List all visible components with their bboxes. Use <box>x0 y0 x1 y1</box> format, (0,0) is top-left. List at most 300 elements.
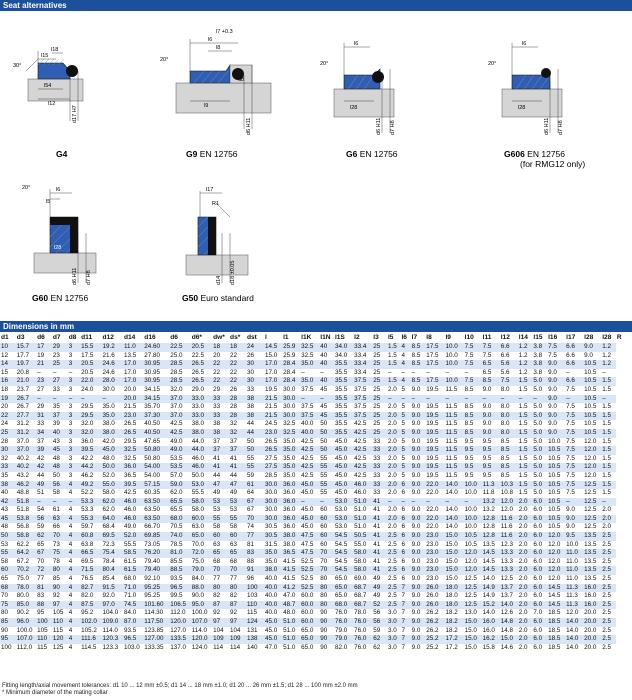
table-cell: 4 <box>68 515 80 524</box>
table-cell: 50 <box>246 446 264 455</box>
table-cell: 42.5 <box>123 489 137 497</box>
table-cell: 124 <box>246 618 264 627</box>
table-cell: 20.0 <box>583 618 601 627</box>
table-cell: 39 <box>36 446 52 455</box>
table-cell: 33 <box>373 437 381 445</box>
table-cell: 41 <box>372 515 387 524</box>
table-cell: 65.0 <box>334 575 348 583</box>
table-cell: 3.8 <box>533 351 543 359</box>
table-row <box>0 644 632 653</box>
table-cell: 2.5 <box>602 643 611 651</box>
table-cell: 68.7 <box>353 601 372 610</box>
table-cell: 12.5 <box>583 515 601 524</box>
table-cell: 40 <box>319 377 334 386</box>
g606-diagram <box>486 25 606 140</box>
table-cell: 21.5 <box>265 403 278 411</box>
dimensions-table-container <box>0 333 632 652</box>
table-cell: 9.5 <box>482 446 500 455</box>
table-cell: 65.5 <box>170 506 183 514</box>
table-cell: 78.0 <box>16 584 36 593</box>
table-cell: 30.0 <box>264 481 282 490</box>
table-cell: 25 <box>372 360 387 369</box>
table-cell: 45 <box>320 403 328 411</box>
table-cell: 28.5 <box>170 368 183 376</box>
table-cell: 21.5 <box>264 395 282 404</box>
table-cell: 1.2 <box>601 343 616 352</box>
table-cell: 14.0 <box>565 635 583 644</box>
table-cell: 1.2 <box>602 351 611 359</box>
table-cell: 45.0 <box>300 481 319 490</box>
table-cell: 9.0 <box>411 609 421 617</box>
table-cell: 92 <box>230 609 238 617</box>
table-row <box>0 566 632 575</box>
table-cell: 12.0 <box>548 575 561 583</box>
table-cell: 37.0 <box>169 395 190 404</box>
table-cell: 2.0 <box>387 471 397 479</box>
table-cell: 12.0 <box>583 463 601 472</box>
table-cell: 43 <box>1 506 9 514</box>
g606-d7-label: d7 H8 <box>558 120 564 135</box>
table-cell: 45.0 <box>301 523 314 531</box>
table-cell: 88 <box>246 557 254 565</box>
table-cell: 17.0 <box>123 377 143 386</box>
table-cell: 33.0 <box>191 395 212 404</box>
table-cell: 4 <box>68 609 73 617</box>
table-cell: 41 <box>372 566 387 575</box>
table-cell: 117.50 <box>143 618 169 627</box>
table-cell: 55 <box>320 471 328 479</box>
table-cell: 35.0 <box>102 403 115 411</box>
table-cell: 15.0 <box>444 532 463 541</box>
table-cell: 30.0 <box>265 506 278 514</box>
table-cell: 41.2 <box>282 584 300 593</box>
table-cell: 12.8 <box>482 515 500 524</box>
table-cell: 91.5 <box>102 584 123 593</box>
table-cell: 11.3 <box>482 481 500 490</box>
table-cell: 3 <box>68 343 80 352</box>
table-cell: 9.0 <box>411 540 421 548</box>
table-cell: 33 <box>372 446 387 455</box>
table-cell: 56 <box>52 481 68 490</box>
table-cell: 33 <box>212 395 229 404</box>
table-cell: – <box>566 368 570 376</box>
table-cell: 37.5 <box>353 395 372 404</box>
table-cell: 12.5 <box>464 592 477 600</box>
table-cell: 11.5 <box>445 454 458 462</box>
table-cell: 51.0 <box>354 523 367 531</box>
table-cell: – <box>80 395 101 404</box>
table-cell: 33 <box>373 454 381 462</box>
table-cell: 24 <box>1 420 9 428</box>
table-cell: 76.5 <box>81 575 94 583</box>
table-cell: 10 <box>0 343 16 352</box>
dimensions-header: Dimensions in mm <box>0 321 632 332</box>
table-cell: 5.6 <box>500 368 510 376</box>
table-cell: 35.0 <box>282 446 300 455</box>
table-cell: 2.5 <box>602 609 611 617</box>
table-cell: 35.0 <box>283 454 296 462</box>
column-header: l28 <box>584 334 594 341</box>
table-row <box>0 343 632 352</box>
table-cell: 70 <box>52 532 68 541</box>
table-cell: 107.0 <box>16 635 36 644</box>
table-cell: 9.0 <box>583 343 601 352</box>
table-cell: 41 <box>229 463 246 472</box>
table-cell: 33.4 <box>354 368 367 376</box>
table-cell: 6.6 <box>566 351 575 359</box>
table-cell: 33.4 <box>354 351 367 359</box>
table-cell: 33 <box>0 463 16 472</box>
table-cell: 14.9 <box>482 592 495 600</box>
table-cell: 70 <box>246 515 264 524</box>
table-cell: 14.0 <box>566 643 579 651</box>
table-cell: 30.95 <box>143 360 169 369</box>
table-cell: 12.8 <box>482 523 495 531</box>
table-cell: 21.5 <box>123 403 137 411</box>
table-cell: 131 <box>246 626 258 634</box>
table-cell: 115 <box>246 609 258 617</box>
table-cell: 13.3 <box>500 566 518 575</box>
table-cell: 6.0 <box>532 601 547 610</box>
table-cell: 15.0 <box>445 540 458 548</box>
table-cell: 52.5 <box>300 566 319 575</box>
table-cell: 17.0 <box>265 368 278 376</box>
table-cell: 10.0 <box>566 540 579 548</box>
table-cell: 70.0 <box>191 540 204 548</box>
table-cell: 1.5 <box>601 446 616 455</box>
table-cell: 42.5 <box>353 429 372 438</box>
table-cell: 37.5 <box>301 403 314 411</box>
table-cell: 45.0 <box>334 481 353 490</box>
table-cell: 42.5 <box>301 454 314 462</box>
table-cell: 19.5 <box>425 412 444 421</box>
table-cell: 79.40 <box>144 557 161 565</box>
table-cell: 4 <box>401 351 405 359</box>
table-cell: 80.0 <box>16 592 30 600</box>
table-cell: 9.0 <box>482 403 492 411</box>
table-cell: 49 <box>213 489 221 497</box>
seat-alternatives-panel <box>0 11 632 314</box>
table-cell: 84.0 <box>191 575 204 583</box>
table-cell: 17.5 <box>425 360 444 369</box>
table-row <box>0 575 632 584</box>
table-cell: 9.0 <box>411 549 426 558</box>
table-cell: 3 <box>68 463 80 472</box>
table-cell: 4 <box>68 626 73 634</box>
table-cell: 4 <box>68 481 80 490</box>
table-cell: 1.5 <box>387 351 397 359</box>
table-cell: 35.0 <box>264 549 282 558</box>
table-cell: 55.0 <box>102 481 123 490</box>
table-cell: 15.0 <box>444 566 463 575</box>
table-cell: 114.0 <box>191 626 207 634</box>
table-cell: 49.2 <box>80 481 101 490</box>
table-cell: 33 <box>373 489 381 497</box>
table-cell: 60 <box>319 532 334 541</box>
table-cell: 25 <box>372 412 387 421</box>
table-cell: 51.0 <box>282 635 300 644</box>
tolerance-footnote: Fitting length/axial movement tolerances: d1 10 ... 12 mm ±0.5; d1 14 ... 18 mm ±1.0; d1 20 ... 26 mm ±1.5; d1 28 ... 100 mm ±2.0 mm <box>2 683 358 689</box>
column-header: l2 <box>354 334 360 341</box>
table-cell: 12.3 <box>500 540 513 548</box>
table-cell: 5 <box>400 412 410 421</box>
table-cell: 20.0 <box>584 643 597 651</box>
table-cell: 25.9 <box>283 351 296 359</box>
table-cell: 15.8 <box>482 643 495 651</box>
table-cell: 47 <box>229 481 246 490</box>
table-cell: 87 <box>229 601 246 610</box>
table-cell: 33 <box>373 471 381 479</box>
table-cell: 115 <box>37 643 48 651</box>
table-cell: 7.5 <box>464 377 482 386</box>
table-cell: 1.5 <box>602 437 611 445</box>
table-cell: 37.5 <box>353 412 372 421</box>
table-cell: – <box>464 498 482 507</box>
table-row <box>0 506 632 515</box>
table-cell: 51.0 <box>353 515 372 524</box>
table-cell: 30.0 <box>283 385 296 393</box>
table-cell: 36.0 <box>282 515 300 524</box>
table-cell: 45.0 <box>301 506 314 514</box>
table-cell: 46.0 <box>191 454 204 462</box>
table-cell: 44 <box>37 471 45 479</box>
table-cell: 9.0 <box>411 532 426 541</box>
table-cell: 17.5 <box>425 343 444 352</box>
table-cell: 11.6 <box>500 515 518 524</box>
table-cell: – <box>52 498 68 507</box>
table-cell: 53.0 <box>334 498 353 507</box>
table-cell: 65.0 <box>334 584 353 593</box>
table-cell: 100 <box>36 618 52 627</box>
table-cell: 65 <box>212 549 229 558</box>
table-cell: 31.5 <box>265 540 278 548</box>
table-cell: 55 <box>0 549 16 558</box>
table-cell: 127.0 <box>170 626 187 634</box>
table-cell: 9.5 <box>565 532 583 541</box>
table-cell: 22.0 <box>425 515 444 524</box>
table-cell: 41 <box>372 549 387 558</box>
table-cell: 28 <box>229 412 246 421</box>
table-cell: 61 <box>246 481 264 490</box>
table-cell: 59 <box>373 626 381 634</box>
table-cell: 115 <box>52 626 63 634</box>
table-cell: 35.70 <box>144 403 161 411</box>
g9-diagram <box>158 19 298 139</box>
table-cell: 21 <box>36 360 52 369</box>
table-cell: 50.5 <box>353 532 372 541</box>
table-cell: 7.5 <box>566 489 575 497</box>
table-cell: 50.80 <box>143 446 169 455</box>
table-cell: 93.5 <box>123 626 137 634</box>
table-cell: 1.5 <box>518 489 528 497</box>
table-cell: 17.2 <box>444 635 463 644</box>
table-cell: 27 <box>37 385 45 393</box>
table-cell: 1.5 <box>518 385 528 393</box>
table-cell: 88 <box>36 601 52 610</box>
table-cell: 5.0 <box>532 412 547 421</box>
table-cell: 15.0 <box>464 618 482 627</box>
table-cell: 18 <box>212 343 229 352</box>
table-cell: 50.0 <box>102 463 123 472</box>
table-cell: – <box>400 498 410 507</box>
table-cell: 35.5 <box>334 368 348 376</box>
table-cell: 19.5 <box>426 385 439 393</box>
table-cell: 110 <box>36 635 52 644</box>
table-cell: 14.8 <box>500 626 513 634</box>
table-cell: 11.5 <box>444 463 463 472</box>
table-cell: 5.0 <box>533 489 543 497</box>
table-cell: 70 <box>319 549 334 558</box>
table-cell: 17.5 <box>81 351 94 359</box>
table-cell: 65.0 <box>301 626 314 634</box>
table-cell: 68 <box>213 557 221 565</box>
table-cell: 26.5 <box>191 368 204 376</box>
table-cell: 3 <box>68 385 73 393</box>
table-cell: 3 <box>68 429 80 438</box>
table-cell: 53.5 <box>170 454 183 462</box>
g4-d17-label: d17 H7 <box>72 105 78 123</box>
table-cell: 5 <box>401 437 405 445</box>
table-cell: 95.0 <box>191 601 212 610</box>
table-cell: 30.0 <box>264 498 282 507</box>
table-cell: – <box>102 395 123 404</box>
table-cell: 6.6 <box>500 351 510 359</box>
table-cell: 43 <box>52 437 60 445</box>
table-cell: 2.0 <box>387 481 401 490</box>
table-cell: 36.5 <box>282 549 300 558</box>
table-cell: 100.0 <box>191 609 208 617</box>
table-cell: 2.0 <box>518 601 533 610</box>
table-cell: 76.0 <box>353 618 372 627</box>
table-cell: 45.0 <box>102 446 123 455</box>
table-cell: 30.0 <box>102 385 115 393</box>
table-cell: 14.0 <box>445 523 458 531</box>
table-cell: 88.0 <box>191 584 212 593</box>
table-cell: 120.3 <box>102 635 123 644</box>
table-cell: 10.5 <box>583 360 601 369</box>
table-cell: 10.8 <box>500 489 513 497</box>
table-cell: 96.5 <box>169 584 190 593</box>
table-cell: 25 <box>0 429 16 438</box>
table-cell: 65 <box>37 540 45 548</box>
table-cell: 76.20 <box>143 549 169 558</box>
table-cell: 33.0 <box>191 412 212 421</box>
table-cell: 40 <box>319 360 334 369</box>
table-cell: 7.5 <box>565 481 583 490</box>
table-cell: 112.0 <box>170 609 186 617</box>
table-cell: 42 <box>0 498 16 507</box>
table-cell: 26.2 <box>426 626 439 634</box>
table-cell: 33.4 <box>353 343 372 352</box>
table-cell: 17.5 <box>426 351 439 359</box>
g4-l12-label: l12 <box>48 101 56 107</box>
table-cell: 9.5 <box>464 454 474 462</box>
table-cell: 61.5 <box>123 566 143 575</box>
table-cell: 11.0 <box>566 557 578 565</box>
table-row <box>0 360 632 369</box>
table-cell: 10.5 <box>548 506 561 514</box>
table-cell: 1.5 <box>601 377 616 386</box>
table-cell: 14.0 <box>445 506 458 514</box>
column-header: d16 <box>144 334 156 341</box>
column-header: d6 <box>170 334 178 341</box>
table-cell: 47 <box>212 481 229 490</box>
table-cell: 31.2 <box>16 420 30 428</box>
table-cell: 14.5 <box>482 549 500 558</box>
table-cell: 90 <box>319 618 334 627</box>
table-cell: 9.0 <box>411 403 421 411</box>
table-cell: 46.0 <box>353 481 372 490</box>
table-cell: 2.5 <box>387 557 397 565</box>
table-row <box>0 498 632 507</box>
table-cell: 25 <box>373 385 381 393</box>
table-cell: 35.0 <box>265 557 278 565</box>
table-cell: 6.6 <box>565 377 583 386</box>
table-cell: 109 <box>212 635 229 644</box>
g9-caption: G9 EN 12756 <box>186 149 238 159</box>
table-cell: 42 <box>36 463 52 472</box>
table-cell: 99.5 <box>170 592 183 600</box>
table-cell: 33.0 <box>191 403 204 411</box>
table-cell: 53 <box>1 540 9 548</box>
table-cell: 2.5 <box>602 557 611 565</box>
table-cell: 14.9 <box>482 584 500 593</box>
table-cell: 3.0 <box>387 635 401 644</box>
table-cell: 12.0 <box>548 540 561 548</box>
column-header: d14 <box>123 334 136 341</box>
table-cell: 12.0 <box>584 454 597 462</box>
table-cell: 95.25 <box>144 592 161 600</box>
table-cell: 17.0 <box>264 360 282 369</box>
table-cell: 2.0 <box>387 429 401 438</box>
table-cell: 60 <box>229 532 246 541</box>
table-cell: 53 <box>213 506 221 514</box>
table-cell: 7.5 <box>464 351 474 359</box>
table-cell: 5 <box>400 446 410 455</box>
table-cell: 49.0 <box>169 446 190 455</box>
table-cell: 2.0 <box>518 498 533 507</box>
table-cell: 35 <box>52 403 60 411</box>
table-cell: 13.2 <box>482 498 500 507</box>
table-cell: 36.0 <box>283 523 296 531</box>
table-cell: 24 <box>246 343 264 352</box>
table-row <box>0 403 632 412</box>
table-cell: 9.0 <box>411 454 421 462</box>
column-header: d12 <box>102 334 114 341</box>
table-cell: 51.0 <box>354 506 367 514</box>
table-cell: 11.5 <box>445 385 458 393</box>
table-cell: 103 <box>246 592 258 600</box>
table-cell: 11.5 <box>444 412 463 421</box>
table-cell: 19.5 <box>425 429 444 438</box>
table-cell: 68.0 <box>123 575 137 583</box>
column-header: d7 <box>52 334 61 341</box>
table-cell: 6.6 <box>565 343 583 352</box>
table-cell: 75 <box>52 549 68 558</box>
table-cell: 13.3 <box>500 549 518 558</box>
table-cell: 125 <box>52 643 64 651</box>
table-cell: 38.0 <box>102 420 115 428</box>
table-cell: 3.0 <box>387 618 401 627</box>
table-cell: 90 <box>1 626 9 634</box>
table-cell: 41.5 <box>283 557 296 565</box>
table-cell: 14.8 <box>500 618 518 627</box>
table-cell: 10.0 <box>464 523 477 531</box>
table-cell: 38.0 <box>264 566 282 575</box>
table-cell: 15.0 <box>445 575 458 583</box>
table-cell: – <box>445 368 449 376</box>
table-cell: 54.5 <box>334 566 353 575</box>
